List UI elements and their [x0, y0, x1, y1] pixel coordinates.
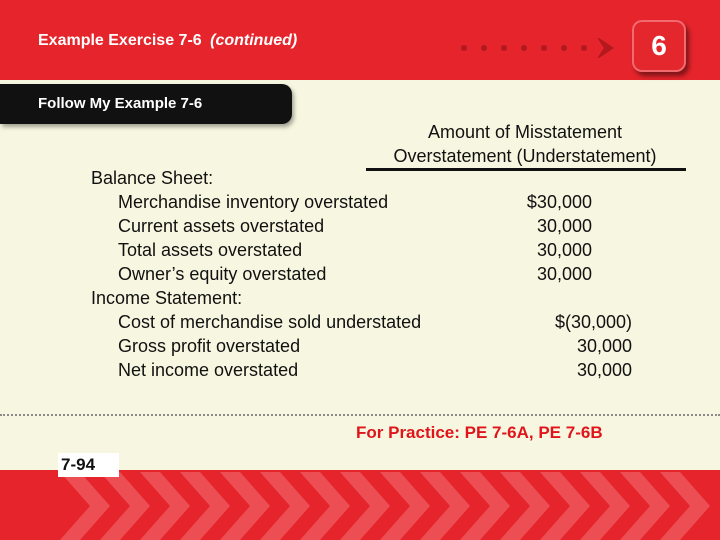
- header-bar: [0, 0, 720, 80]
- exercise-title: [38, 32, 297, 50]
- table-row-label: Owner’s equity overstated: [118, 264, 327, 284]
- practice-reference: For Practice: PE 7-6A, PE 7-6B: [356, 423, 603, 442]
- table-row-amount: 30,000: [536, 264, 592, 284]
- amount-column-heading-line2: Overstatement (Understatement): [393, 146, 657, 166]
- exercise-title-suffix: (continued): [210, 32, 298, 49]
- column-heading-underline: [366, 168, 686, 171]
- section-divider: [0, 414, 720, 416]
- table-row-amount: 30,000: [576, 336, 632, 356]
- amount-column-heading-line1: Amount of Misstatement: [427, 122, 623, 142]
- table-row-label: Merchandise inventory overstated: [118, 192, 389, 212]
- table-row-label: Net income overstated: [118, 360, 299, 380]
- table-row-label: Total assets overstated: [118, 240, 303, 260]
- amount-column-heading: [360, 120, 690, 168]
- table-row-label: Gross profit overstated: [118, 336, 301, 356]
- balance-sheet-heading: Balance Sheet:: [91, 168, 214, 188]
- follow-my-example-label: Follow My Example 7-6: [38, 95, 203, 112]
- table-row-amount: 30,000: [536, 216, 592, 236]
- table-row-amount: 30,000: [536, 240, 592, 260]
- page-number: 7-94: [58, 453, 119, 477]
- table-row-amount: $(30,000): [554, 312, 632, 332]
- table-row-amount: $30,000: [526, 192, 592, 212]
- exercise-title-text: Example Exercise 7-6: [38, 32, 202, 49]
- exercise-number-badge: 6: [632, 20, 686, 72]
- table-row-label: Current assets overstated: [118, 216, 325, 236]
- footer-decoration: [0, 470, 720, 540]
- income-statement-heading: Income Statement:: [91, 288, 243, 308]
- table-row-amount: 30,000: [576, 360, 632, 380]
- progress-dots-arrow-icon: [458, 38, 648, 58]
- table-row-label: Cost of merchandise sold understated: [118, 312, 422, 332]
- follow-my-example-tab: [0, 84, 292, 124]
